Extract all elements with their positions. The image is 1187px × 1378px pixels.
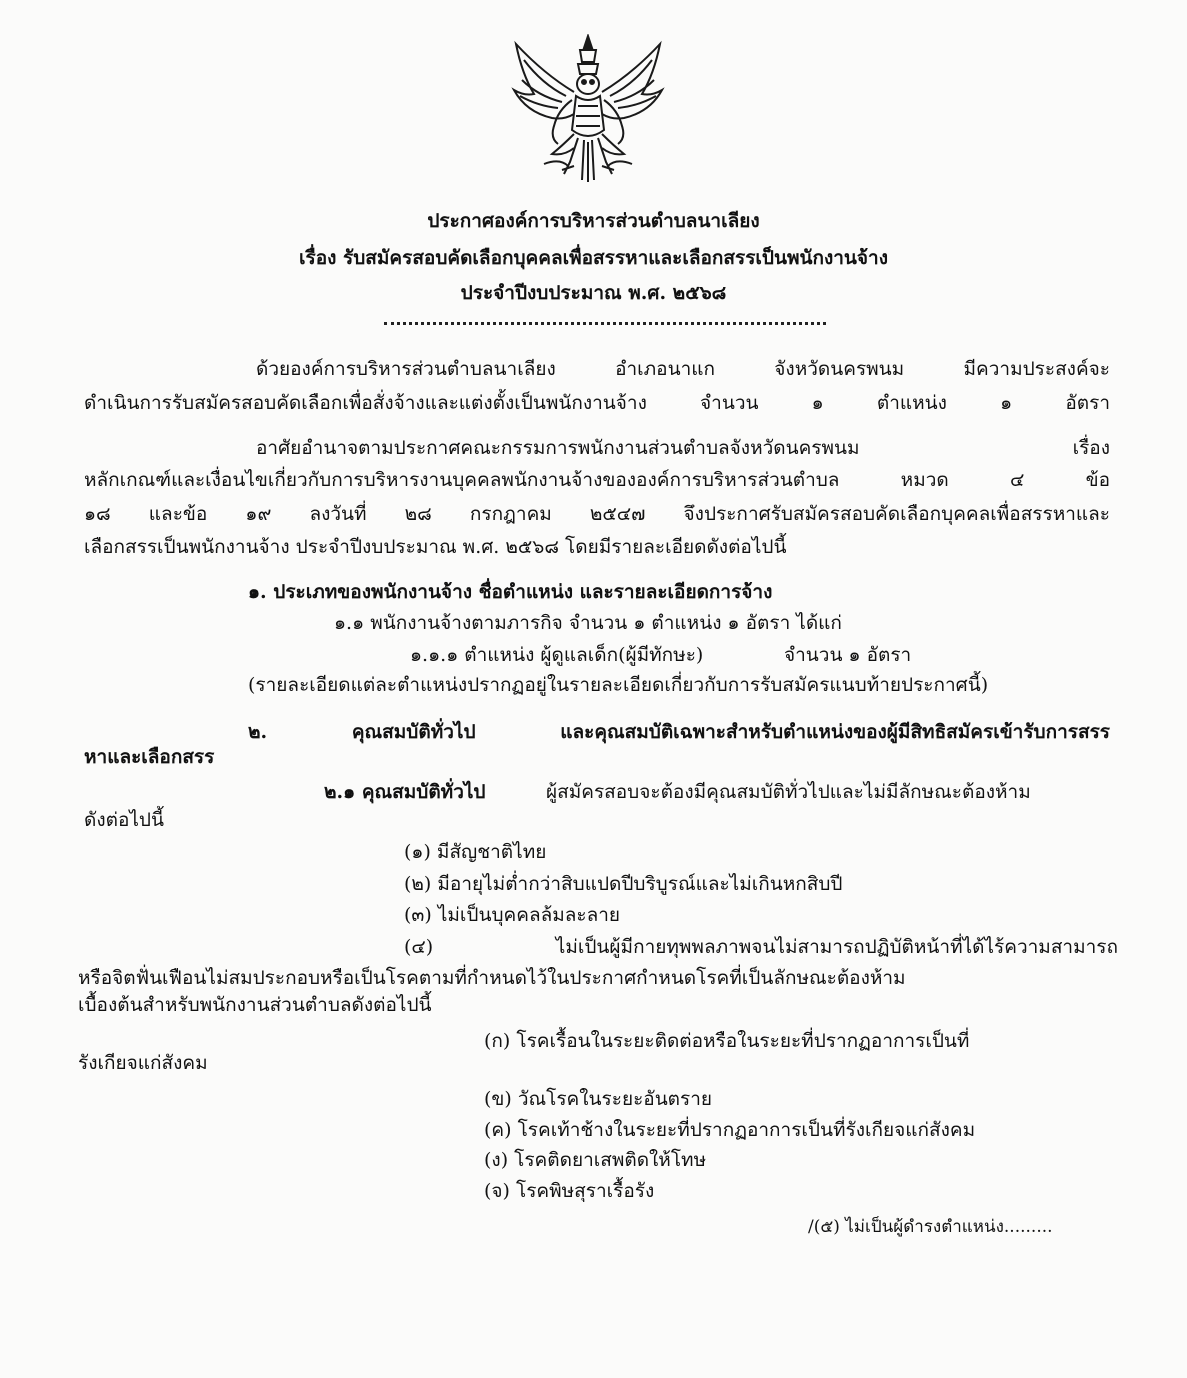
qualification-4-line-1: (๔) ไม่เป็นผู้มีกายทุพพลภาพจนไม่สามารถปฏิบัติหน้าที่ได้ไร้ความสามารถ [404,936,1118,958]
section-1-note: (รายละเอียดแต่ละตำแหน่งปรากฏอยู่ในรายละเอียดเกี่ยวกับการรับสมัครแนบท้ายประกาศนี้) [248,674,989,696]
intro-p1-line-2: ดำเนินการรับสมัครสอบคัดเลือกเพื่อสั่งจ้างและแต่งตั้งเป็นพนักงานจ้าง จำนวน ๑ ตำแหน่ง ๑ อัตรา [84,392,1110,414]
section-2-1-text: ผู้สมัครสอบจะต้องมีคุณสมบัติทั่วไปและไม่มีลักษณะต้องห้าม [546,781,1031,803]
section-1-item-1-1: ๑.๑ พนักงานจ้างตามภารกิจ จำนวน ๑ ตำแหน่ง ๑ อัตรา ได้แก่ [334,612,842,634]
section-2-1-heading: ๒.๑ คุณสมบัติทั่วไป [324,781,486,803]
disease-a-continued: รังเกียจแก่สังคม [78,1052,208,1074]
page-continuation: /(๕) ไม่เป็นผู้ดำรงตำแหน่ง......... [808,1217,1053,1237]
qualification-2: (๒) มีอายุไม่ต่ำกว่าสิบแปดปีบริบูรณ์และไม่เกินหกสิบปี [404,873,843,895]
qualification-3: (๓) ไม่เป็นบุคคลล้มละลาย [404,904,621,926]
section-2-title-line-2: หาและเลือกสรร [84,746,215,768]
intro-p2-line-4: เลือกสรรเป็นพนักงานจ้าง ประจำปีงบประมาณ พ.ศ. ๒๕๖๘ โดยมีรายละเอียดดังต่อไปนี้ [84,536,787,558]
section-2-1-continued: ดังต่อไปนี้ [84,809,164,831]
garuda-emblem-icon [504,34,672,184]
qualification-1: (๑) มีสัญชาติไทย [404,841,547,863]
heading-line-2: เรื่อง รับสมัครสอบคัดเลือกบุคคลเพื่อสรรหาและเลือกสรรเป็นพนักงานจ้าง [299,247,888,269]
qualification-4-line-2: หรือจิตฟั่นเฟือนไม่สมประกอบหรือเป็นโรคตามที่กำหนดไว้ในประกาศกำหนดโรคที่เป็นลักษณะต้องห้าม [78,967,906,989]
disease-b: (ข) วัณโรคในระยะอันตราย [484,1088,713,1110]
disease-a: (ก) โรคเรื้อนในระยะติดต่อหรือในระยะที่ปรากฏอาการเป็นที่ [484,1030,970,1052]
heading-line-1: ประกาศองค์การบริหารส่วนตำบลนาเลียง [427,210,760,232]
heading-line-3: ประจำปีงบประมาณ พ.ศ. ๒๕๖๘ [460,282,727,304]
intro-p2-line-1: อาศัยอำนาจตามประกาศคณะกรรมการพนักงานส่วนตำบลจังหวัดนครพนม เรื่อง [256,437,1110,459]
disease-c: (ค) โรคเท้าช้างในระยะที่ปรากฏอาการเป็นที่รังเกียจแก่สังคม [484,1119,976,1141]
heading-divider [384,322,826,325]
qualification-4-line-3: เบื้องต้นสำหรับพนักงานส่วนตำบลดังต่อไปนี้ [78,994,432,1016]
intro-p1-line-1: ด้วยองค์การบริหารส่วนตำบลนาเลียง อำเภอนาแก จังหวัดนครพนม มีความประสงค์จะ [256,358,1110,380]
disease-d: (ง) โรคติดยาเสพติดให้โทษ [484,1149,707,1171]
intro-p2-line-2: หลักเกณฑ์และเงื่อนไขเกี่ยวกับการบริหารงานบุคคลพนักงานจ้างขององค์การบริหารส่วนตำบล หมวด ๔ ข้อ [84,469,1110,491]
section-2-title-line-1: ๒. คุณสมบัติทั่วไป และคุณสมบัติเฉพาะสำหรับตำแหน่งของผู้มีสิทธิสมัครเข้ารับการสรร [248,721,1110,743]
section-1-title: ๑. ประเภทของพนักงานจ้าง ชื่อตำแหน่ง และรายละเอียดการจ้าง [248,581,773,603]
section-1-item-1-1-1: ๑.๑.๑ ตำแหน่ง ผู้ดูแลเด็ก(ผู้มีทักษะ) [410,644,704,666]
section-1-item-1-1-1-count: จำนวน ๑ อัตรา [784,644,912,666]
intro-p2-line-3: ๑๘ และข้อ ๑๙ ลงวันที่ ๒๘ กรกฎาคม ๒๕๔๗ จึงประกาศรับสมัครสอบคัดเลือกบุคคลเพื่อสรรหาและ [84,503,1110,525]
disease-e: (จ) โรคพิษสุราเรื้อรัง [484,1180,655,1202]
